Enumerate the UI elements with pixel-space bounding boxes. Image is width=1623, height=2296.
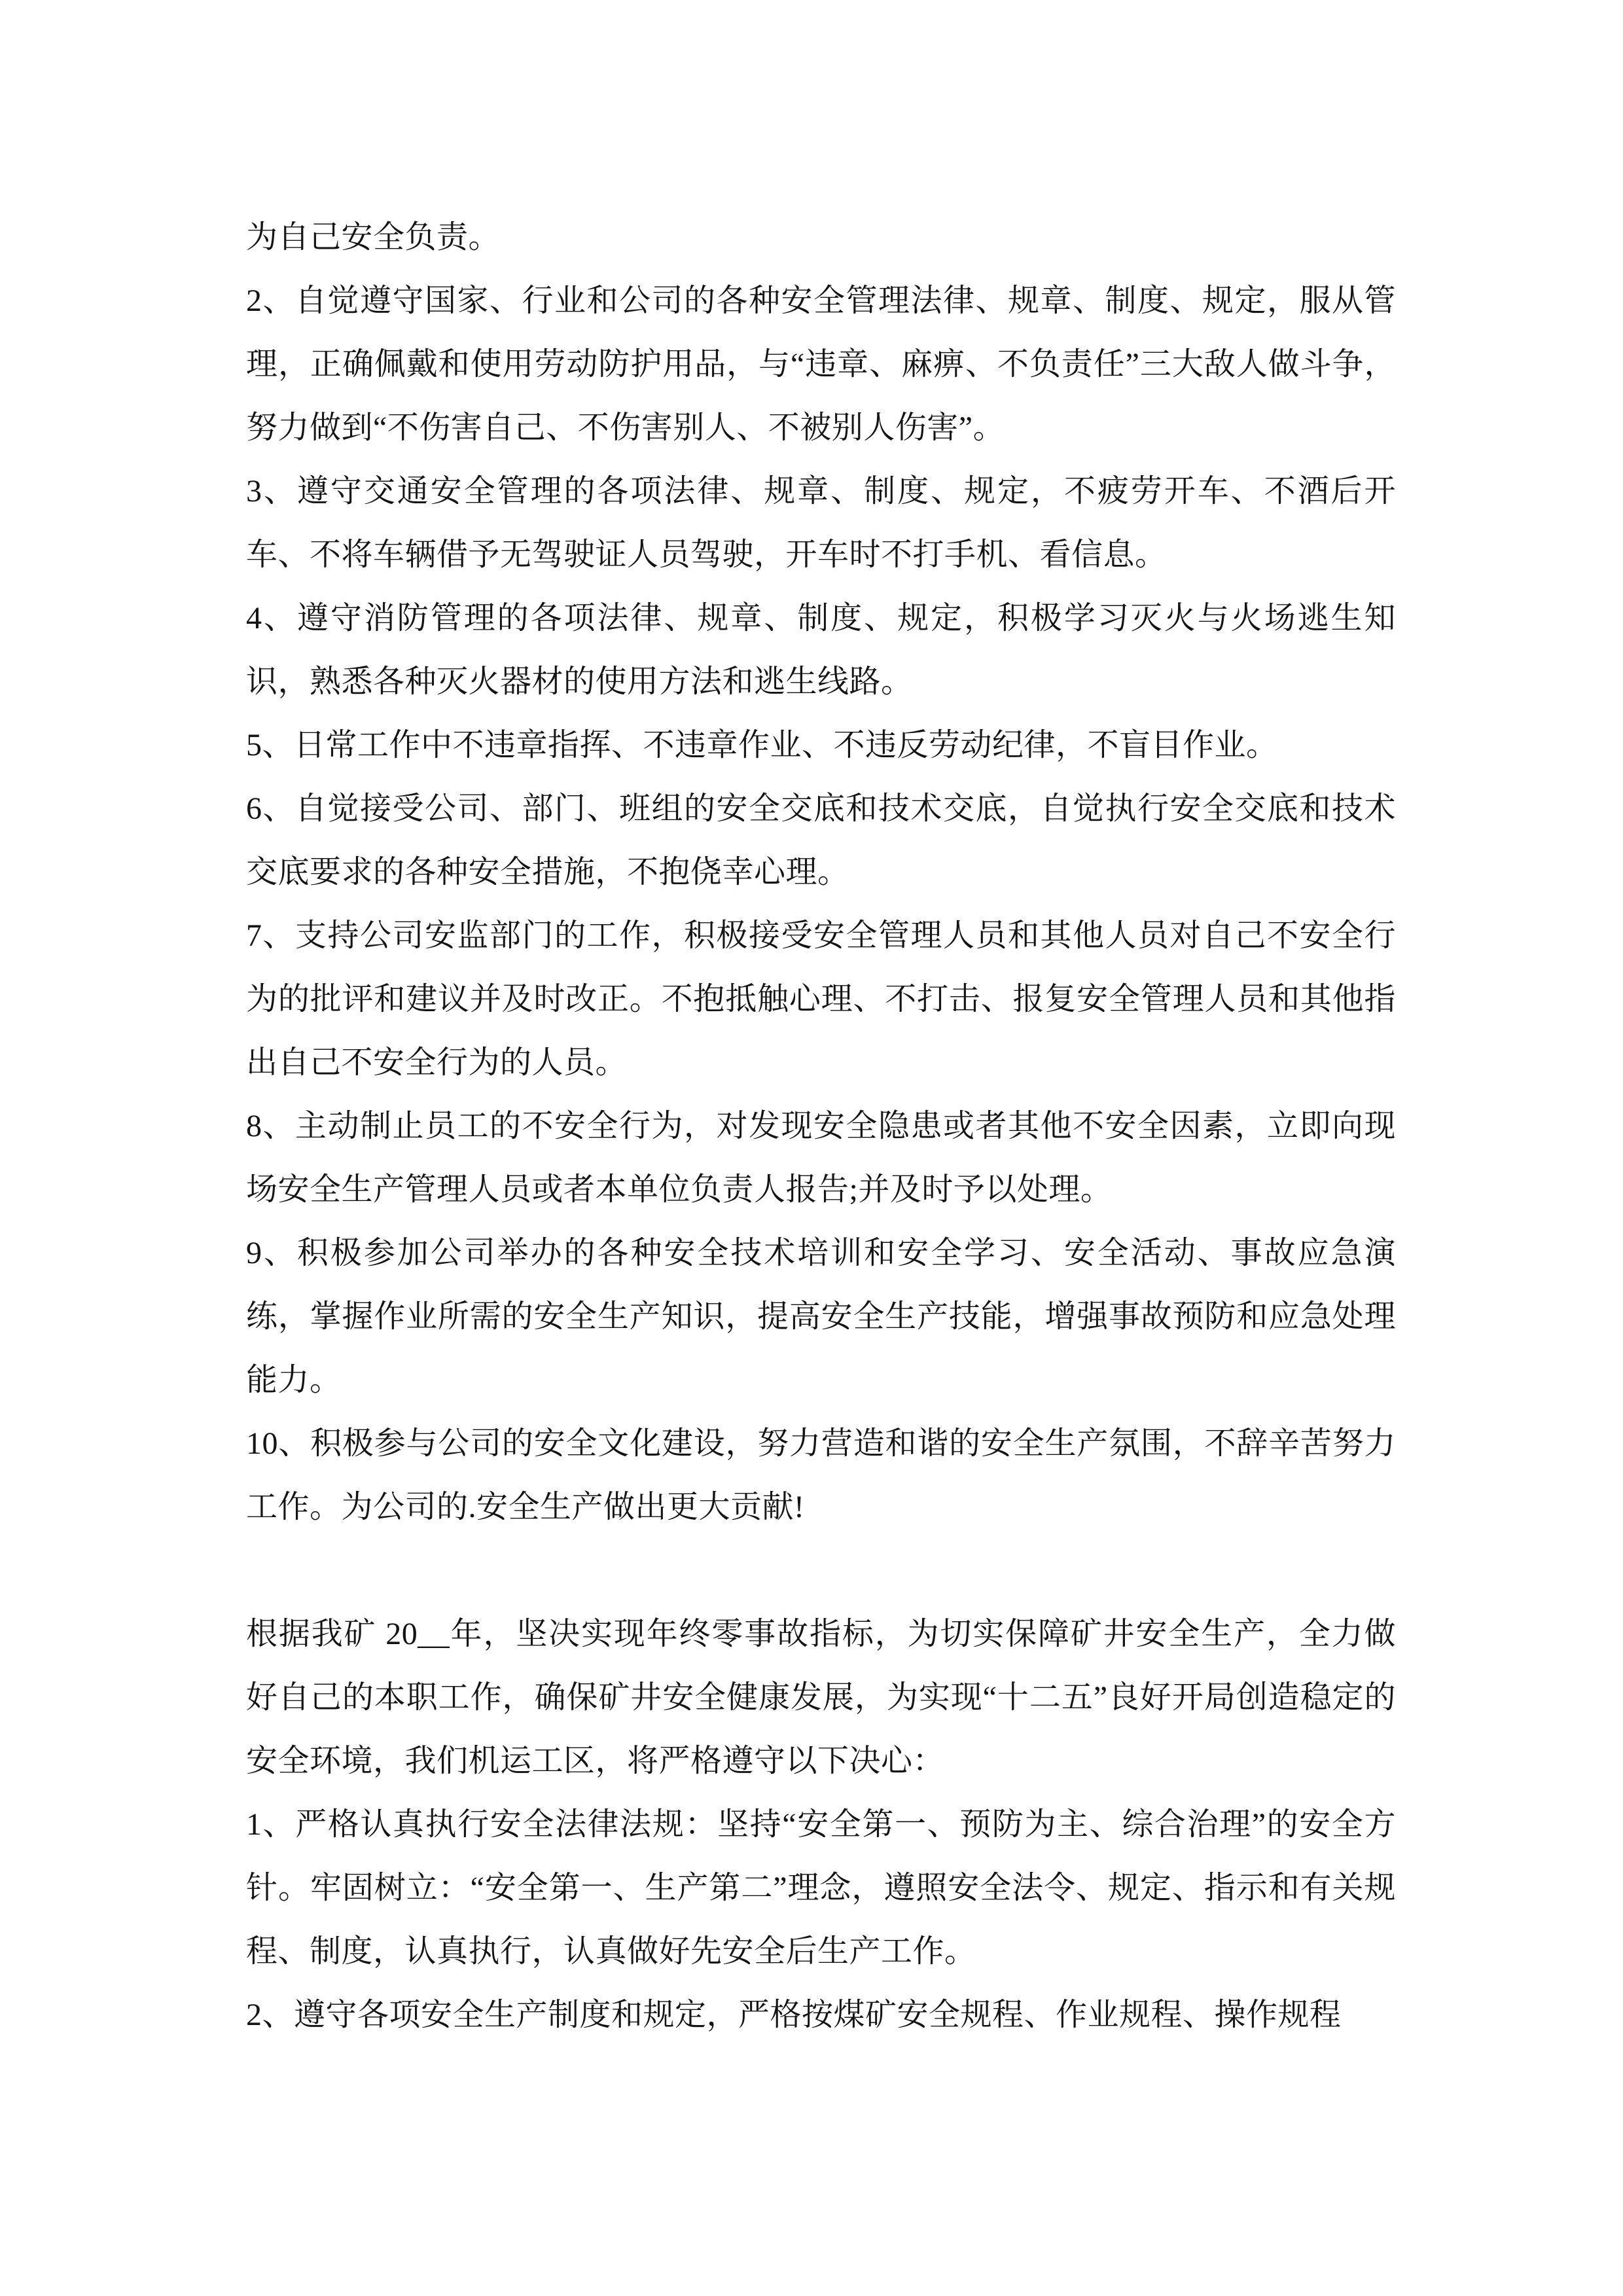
paragraph-continuation-line: 为自己安全负责。 xyxy=(246,220,501,255)
paragraph-item-3: 3、遵守交通安全管理的各项法律、规章、制度、规定，不疲劳开车、不酒后开车、不将车辆借予无驾驶证人员驾驶，开车时不打手机、看信息。 xyxy=(246,474,1396,572)
paragraph-item-7: 7、支持公司安监部门的工作，积极接受安全管理人员和其他人员对自己不安全行为的批评和建议并及时改正。不抱抵触心理、不打击、报复安全管理人员和其他指出自己不安全行为的人员。 xyxy=(246,918,1396,1080)
paragraph-item-4: 4、遵守消防管理的各项法律、规章、制度、规定，积极学习灭火与火场逃生知识，熟悉各种灭火器材的使用方法和逃生线路。 xyxy=(246,601,1396,699)
paragraph-section-2-item-2: 2、遵守各项安全生产制度和规定，严格按煤矿安全规程、作业规程、操作规程 xyxy=(246,1998,1342,2032)
paragraph-item-6: 6、自觉接受公司、部门、班组的安全交底和技术交底，自觉执行安全交底和技术交底要求的各种安全措施，不抱侥幸心理。 xyxy=(246,791,1396,889)
paragraph-item-8: 8、主动制止员工的不安全行为，对发现安全隐患或者其他不安全因素，立即向现场安全生产管理人员或者本单位负责人报告;并及时予以处理。 xyxy=(246,1109,1396,1207)
paragraph-section-2-item-1: 1、严格认真执行安全法律法规：坚持“安全第一、预防为主、综合治理”的安全方针。牢固树立：“安全第一、生产第二”理念，遵照安全法令、规定、指示和有关规程、制度，认真执行，认真做好先安全后生产工作。 xyxy=(246,1807,1396,1969)
paragraph-item-5: 5、日常工作中不违章指挥、不违章作业、不违反劳动纪律，不盲目作业。 xyxy=(246,728,1278,762)
paragraph-item-9: 9、积极参加公司举办的各种安全技术培训和安全学习、安全活动、事故应急演练，掌握作业所需的安全生产知识，提高安全生产技能，增强事故预防和应急处理能力。 xyxy=(246,1236,1396,1397)
document-text-block xyxy=(246,206,1396,2047)
paragraph-item-10: 10、积极参与公司的安全文化建设，努力营造和谐的安全生产氛围，不辞辛苦努力工作。为公司的.安全生产做出更大贡献! xyxy=(246,1426,1396,1524)
paragraph-item-2: 2、自觉遵守国家、行业和公司的各种安全管理法律、规章、制度、规定，服从管理，正确佩戴和使用劳动防护用品，与“违章、麻痹、不负责任”三大敌人做斗争，努力做到“不伤害自己、不伤害别人、不被别人伤害”。 xyxy=(246,283,1396,445)
paragraph-section-2-intro: 根据我矿 20__年，坚决实现年终零事故指标，为切实保障矿井安全生产，全力做好自己的本职工作，确保矿井安全健康发展，为实现“十二五”良好开局创造稳定的安全环境，我们机运工区，将严格遵守以下决心： xyxy=(246,1617,1396,1778)
